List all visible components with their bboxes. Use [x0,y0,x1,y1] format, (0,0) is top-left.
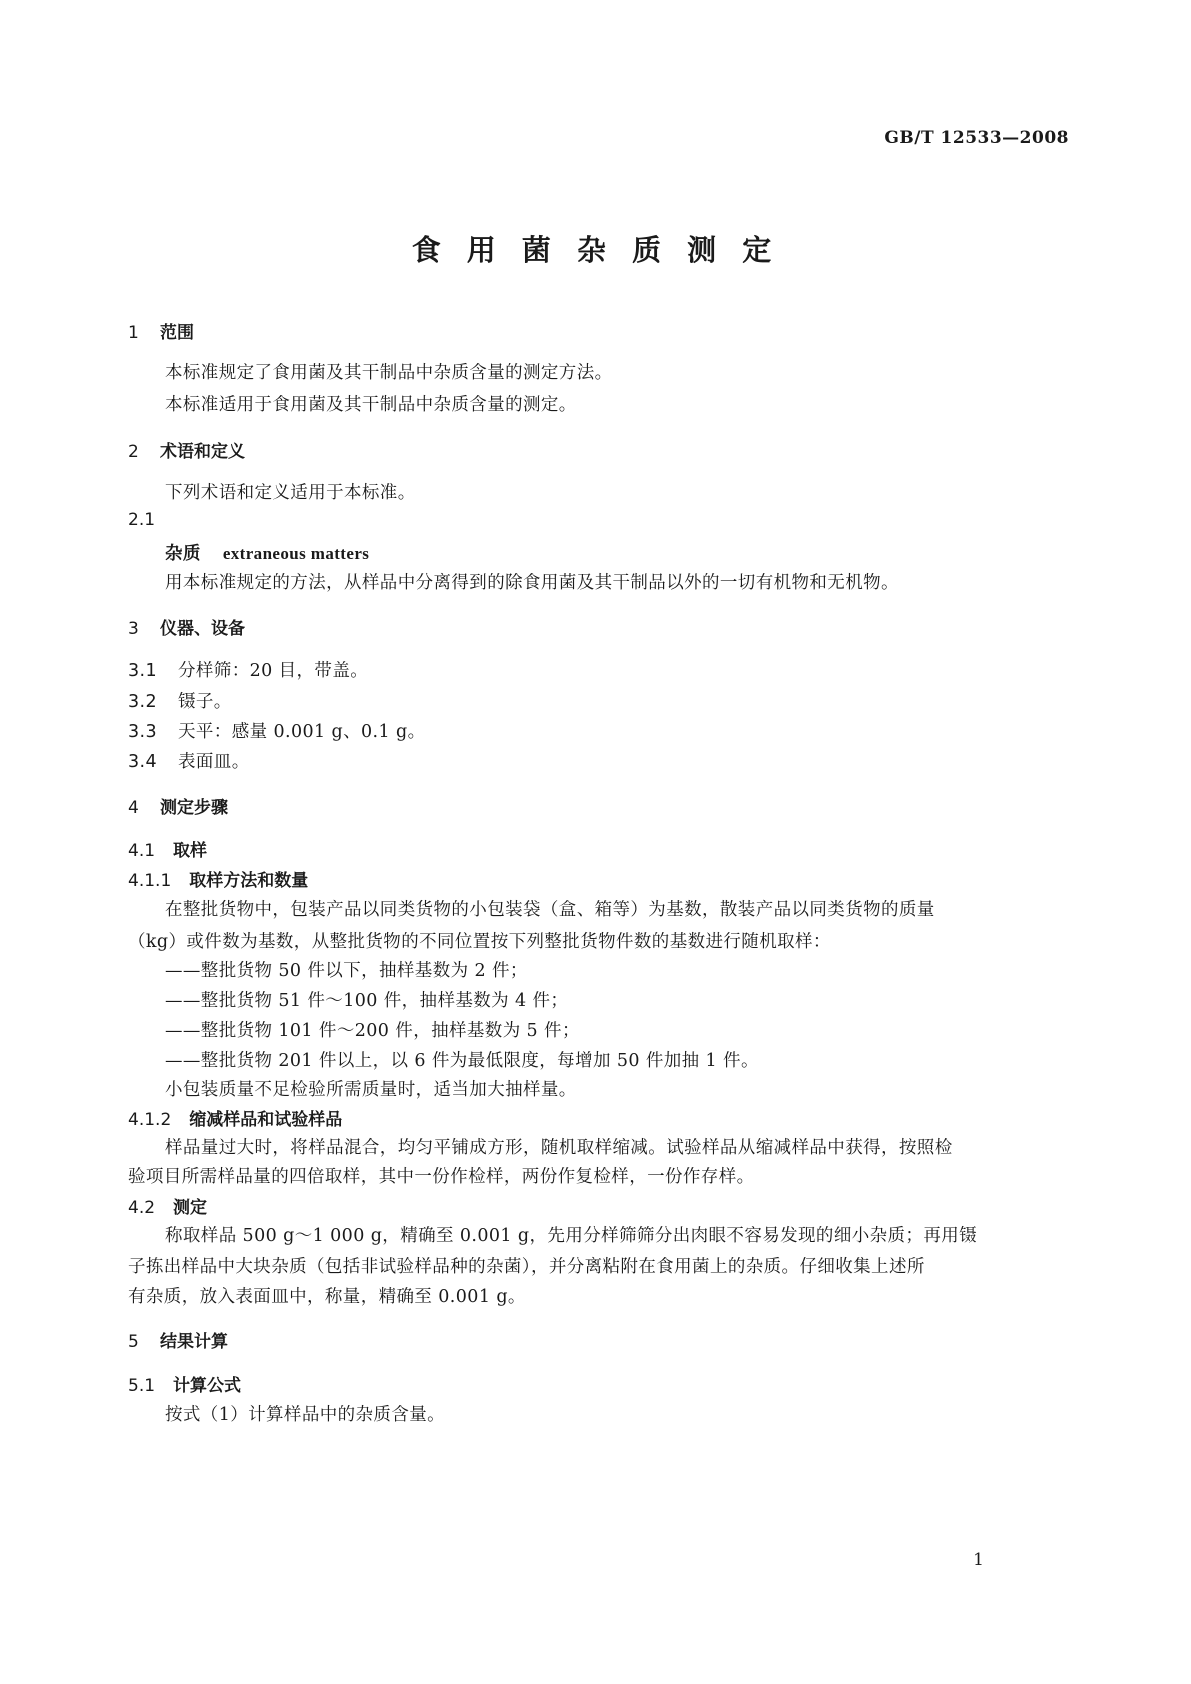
item-number: 3.2 [128,692,158,712]
paragraph: 小包装质量不足检验所需质量时，适当加大抽样量。 [165,1080,577,1100]
section-number: 5 [128,1332,139,1352]
section-number: 4 [128,798,139,818]
standard-number: GB/T 12533—2008 [884,128,1069,148]
section-number: 1 [128,323,139,343]
section-2-heading [128,437,245,462]
section-title: 仪器、设备 [160,619,245,639]
subsection-number: 4.1.2 [128,1110,172,1130]
paragraph: 验项目所需样品量的四倍取样，其中一份作检样，两份作复检样，一份作存样。 [128,1167,755,1187]
subsection-title: 测定 [173,1198,208,1218]
section-4-heading [128,793,228,818]
item-text: 分样筛：20 目，带盖。 [178,661,369,681]
paragraph: （kg）或件数为基数，从整批货物的不同位置按下列整批货物件数的基数进行随机取样： [128,932,831,952]
paragraph: 在整批货物中，包装产品以同类货物的小包装袋（盒、箱等）为基数，散装产品以同类货物的质量 [165,900,935,920]
subsection-number: 5.1 [128,1376,156,1396]
list-item [128,748,250,773]
section-title: 测定步骤 [160,798,228,818]
subsection-number: 4.2 [128,1198,156,1218]
section-3-heading [128,614,245,639]
section-1-heading [128,318,194,343]
page-number: 1 [973,1550,984,1570]
term-chinese: 杂质 [165,544,201,564]
paragraph: 样品量过大时，将样品混合，均匀平铺成方形，随机取样缩减。试验样品从缩减样品中获得，按照检 [165,1138,953,1158]
subsection-4-1-2-heading [128,1105,342,1130]
dash-list-item: ——整批货物 101 件～200 件，抽样基数为 5 件； [165,1021,580,1041]
subsection-4-1-1-heading [128,866,308,891]
list-item [128,657,368,682]
paragraph: 本标准适用于食用菌及其干制品中杂质含量的测定。 [165,395,577,415]
section-number: 3 [128,619,139,639]
section-title: 术语和定义 [160,442,245,462]
paragraph: 按式（1）计算样品中的杂质含量。 [165,1405,446,1425]
list-item [128,718,426,743]
paragraph: 下列术语和定义适用于本标准。 [165,483,416,503]
item-text: 天平：感量 0.001 g、0.1 g。 [178,722,426,742]
subsection-title: 缩减样品和试验样品 [189,1110,343,1130]
section-number: 2 [128,442,139,462]
section-title: 结果计算 [160,1332,228,1352]
item-text: 表面皿。 [178,752,250,772]
section-5-heading [128,1327,228,1352]
page-title: 食 用 菌 杂 质 测 定 [411,233,780,267]
term-english: extraneous matters [222,544,370,563]
subsection-title: 取样方法和数量 [189,871,309,891]
list-item [128,688,232,713]
dash-list-item: ——整批货物 201 件以上，以 6 件为最低限度，每增加 50 件加抽 1 件。 [165,1051,759,1071]
paragraph: 称取样品 500 g～1 000 g，精确至 0.001 g，先用分样筛筛分出肉眼不容易发现的细小杂质；再用镊 [165,1226,978,1246]
term-entry [165,540,369,565]
item-number: 3.4 [128,752,158,772]
dash-list-item: ——整批货物 50 件以下，抽样基数为 2 件； [165,961,528,981]
subsection-4-2-heading [128,1193,207,1218]
term-definition: 用本标准规定的方法，从样品中分离得到的除食用菌及其干制品以外的一切有机物和无机物。 [165,573,899,593]
subsection-number: 4.1 [128,841,156,861]
paragraph: 本标准规定了食用菌及其干制品中杂质含量的测定方法。 [165,363,613,383]
item-number: 3.1 [128,661,158,681]
item-text: 镊子。 [178,692,232,712]
paragraph: 有杂质，放入表面皿中，称量，精确至 0.001 g。 [128,1287,526,1307]
item-number: 3.3 [128,722,158,742]
subsection-title: 计算公式 [173,1376,242,1396]
subsection-number: 4.1.1 [128,871,172,891]
dash-list-item: ——整批货物 51 件～100 件，抽样基数为 4 件； [165,991,569,1011]
subsection-number: 2.1 [128,510,156,530]
paragraph: 子拣出样品中大块杂质（包括非试验样品种的杂菌），并分离粘附在食用菌上的杂质。仔细收集上述所 [128,1257,925,1277]
section-title: 范围 [160,323,194,343]
subsection-4-1-heading [128,836,207,861]
subsection-title: 取样 [173,841,208,861]
subsection-5-1-heading [128,1371,241,1396]
